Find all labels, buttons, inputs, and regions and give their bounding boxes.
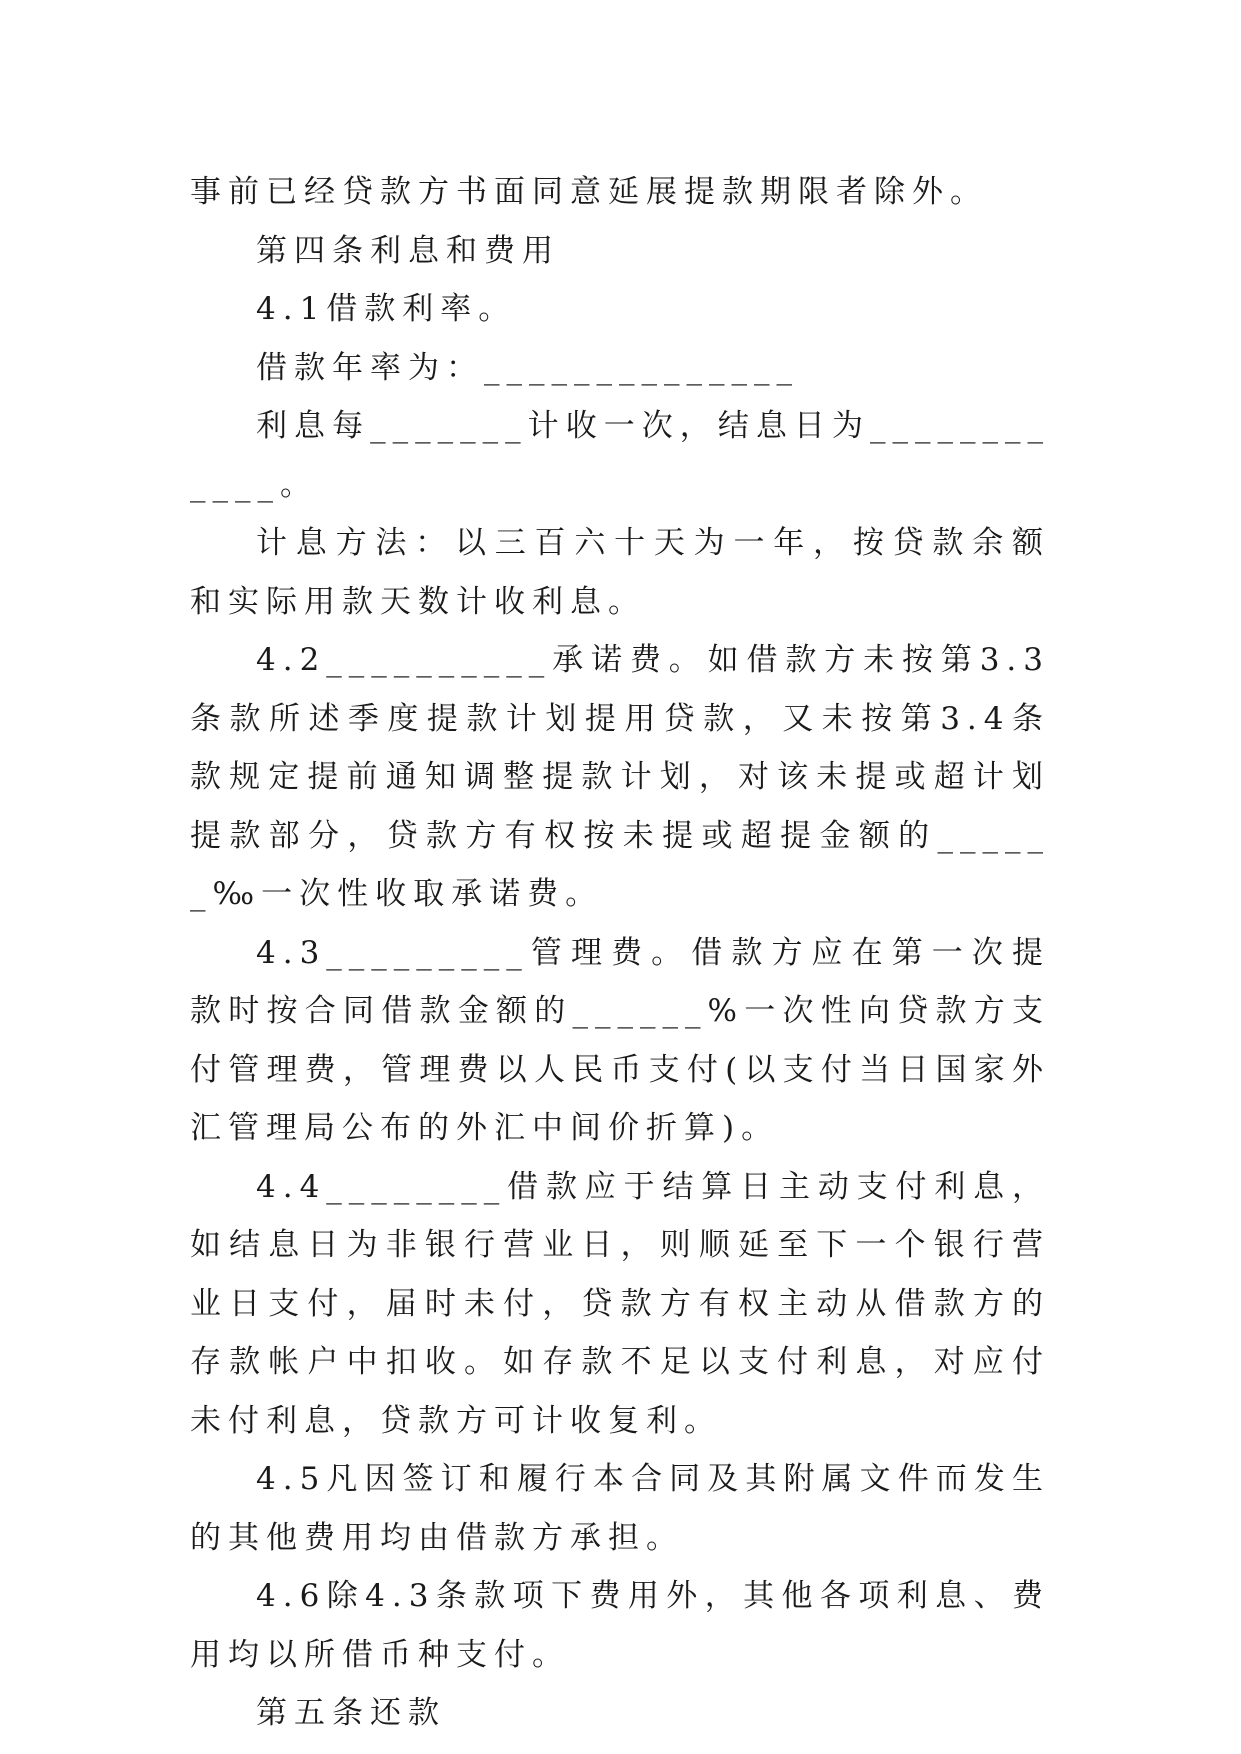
document-body (190, 163, 1050, 1743)
section-heading-article-5: 第五条还款 (256, 1695, 446, 1731)
interest-method-paragraph: 计息方法：以三百六十天为一年，按贷款余额和实际用款天数计收利息。 (190, 525, 1050, 620)
annual-rate-line: 借款年率为：______________ (256, 349, 799, 386)
clause-4-1-heading: 4.1借款利率。 (256, 291, 517, 327)
clause-4-2-paragraph: 4.2__________承诺费。如借款方未按第3.3条款所述季度提款计划提用贷款，又未按第3.4条款规定提前通知调整提款计划，对该未提或超计划提款部分，贷款方有权按未提或超提金额的______‰一次性收取承诺费。 (190, 642, 1050, 912)
clause-4-5-paragraph: 4.5凡因签订和履行本合同及其附属文件而发生的其他费用均由借款方承担。 (190, 1461, 1050, 1556)
section-heading-article-4: 第四条利息和费用 (256, 232, 560, 269)
clause-4-3-paragraph: 4.3_________管理费。借款方应在第一次提款时按合同借款金额的______%一次性向贷款方支付管理费，管理费以人民币支付(以支付当日国家外汇管理局公布的外汇中间价折算)。 (190, 934, 1050, 1146)
interest-period-line: 利息每_______计收一次，结息日为____________。 (190, 408, 1050, 503)
paragraph-continuation: 事前已经贷款方书面同意延展提款期限者除外。 (190, 174, 988, 210)
clause-4-6-paragraph: 4.6除4.3条款项下费用外，其他各项利息、费用均以所借币种支付。 (190, 1578, 1050, 1673)
clause-4-4-paragraph: 4.4________借款应于结算日主动支付利息，如结息日为非银行营业日，则顺延至下一个银行营业日支付，届时未付，贷款方有权主动从借款方的存款帐户中扣收。如存款不足以支付利息，对应付未付利息，贷款方可计收复利。 (190, 1168, 1050, 1439)
